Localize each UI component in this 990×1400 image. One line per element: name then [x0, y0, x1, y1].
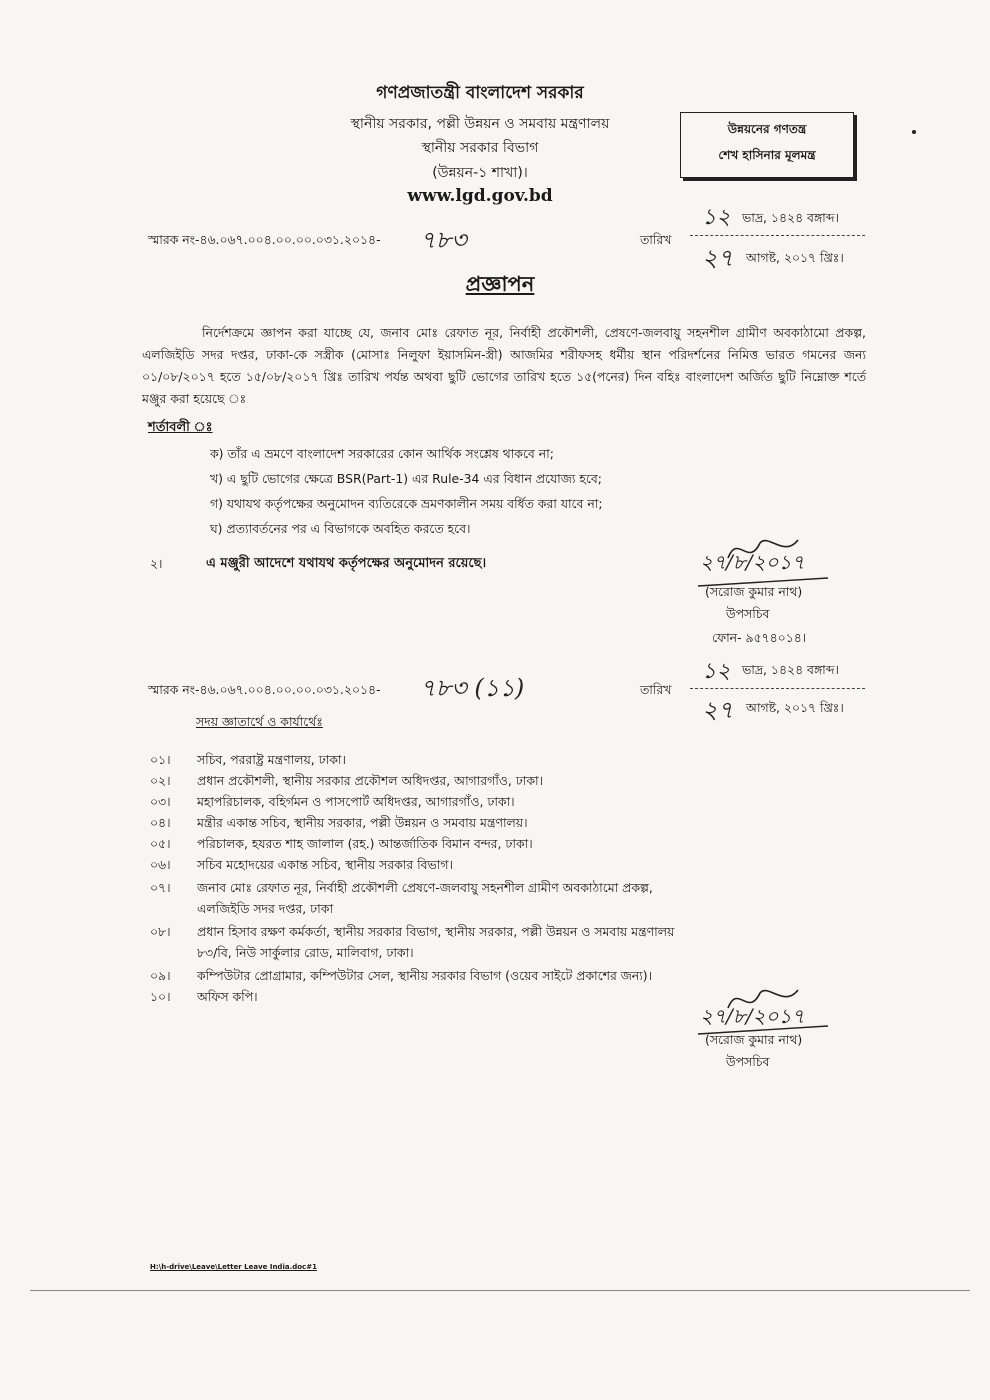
distribution-item: সচিব মহোদয়ের একান্ত সচিব, স্থানীয় সরকার বিভাগ।	[197, 857, 453, 872]
distribution-number: ০৯।	[150, 968, 171, 983]
english-date-1: আগষ্ট, ২০১৭ খ্রিঃ।	[746, 250, 844, 265]
distribution-number: ০১।	[150, 752, 171, 767]
website-url: www.lgd.gov.bd	[407, 186, 553, 206]
motto-box	[680, 112, 854, 178]
distribution-number: ০৮।	[150, 924, 171, 939]
signer-name-1: (সরোজ কুমার নাথ)	[705, 584, 803, 599]
division-name: স্থানীয় সরকার বিভাগ	[421, 140, 539, 156]
condition-item: খ) এ ছুটি ভোগের ক্ষেত্রে BSR(Part-1) এর Rule-34 এর বিধান প্রযোজ্য হবে;	[210, 471, 602, 486]
bangla-day-1: ১২	[702, 205, 731, 230]
branch-name: (উন্নয়ন-১ শাখা)।	[432, 165, 528, 181]
ministry-name: স্থানীয় সরকার, পল্লী উন্নয়ন ও সমবায় মন্ত্রণালয়	[350, 116, 610, 132]
motto-line-2: শেখ হাসিনার মূলমন্ত্র	[718, 148, 816, 162]
signer-phone-1: ফোন- ৯৫৭৪০১৪।	[712, 630, 807, 645]
bottom-divider	[30, 1290, 970, 1291]
distribution-item: পরিচালক, হযরত শাহ জালাল (রহ.) আন্তর্জাতিক বিমান বন্দর, ঢাকা।	[197, 836, 533, 851]
distribution-item: কম্পিউটার প্রোগ্রামার, কম্পিউটার সেল, স্থানীয় সরকার বিভাগ (ওয়েব সাইটে প্রকাশের জন্য)।	[197, 968, 653, 983]
distribution-heading: সদয় জ্ঞাতার্থে ও কার্যার্থেঃ	[196, 714, 323, 729]
distribution-number: ০৫।	[150, 836, 171, 851]
bangla-day-2: ১২	[702, 659, 731, 684]
condition-item: ক) তাঁর এ ভ্রমণে বাংলাদেশ সরকারের কোন আর্থিক সংশ্লেষ থাকবে না;	[210, 446, 554, 461]
distribution-number: ০৭।	[150, 880, 171, 895]
distribution-item: প্রধান প্রকৌশলী, স্থানীয় সরকার প্রকৌশল অধিদপ্তর, আগারগাঁও, ঢাকা।	[197, 773, 544, 788]
distribution-item: অফিস কপি।	[197, 989, 258, 1004]
distribution-item: সচিব, পররাষ্ট্র মন্ত্রণালয়, ঢাকা।	[197, 752, 346, 767]
signer-designation-1: উপসচিব	[726, 606, 770, 621]
point-2-text: এ মঞ্জুরী আদেশে যথাযথ কর্তৃপক্ষের অনুমোদন রয়েছে।	[206, 556, 487, 571]
signature-scribble-1: ২৭/৮/২০১৭	[700, 550, 805, 574]
distribution-item: মহাপরিচালক, বহির্গমন ও পাসপোর্ট অধিদপ্তর, আগারগাঁও, ঢাকা।	[197, 794, 515, 809]
memo-reference-1-handwritten: ৭৮৩	[420, 226, 467, 254]
distribution-number: ০৬।	[150, 857, 171, 872]
memo-reference-2-handwritten: ৭৮৩ (১১)	[420, 674, 525, 702]
point-2-number: ২।	[150, 556, 163, 571]
bangla-date-2: ভাদ্র, ১৪২৪ বঙ্গাব্দ।	[742, 662, 839, 677]
distribution-number: ০৩।	[150, 794, 171, 809]
condition-item: ঘ) প্রত্যাবর্তনের পর এ বিভাগকে অবহিত করতে হবে।	[210, 521, 471, 536]
condition-item: গ) যথাযথ কর্তৃপক্ষের অনুমোদন ব্যতিরেকে ভ্রমণকালীন সময় বর্ধিত করা যাবে না;	[210, 496, 603, 511]
distribution-item: জনাব মোঃ রেফাত নূর, নির্বাহী প্রকৌশলী প্রেষণে-জলবায়ু সহনশীল গ্রামীণ অবকাঠামো প্রকল্প,	[197, 880, 653, 895]
body-paragraph: নির্দেশক্রমে জ্ঞাপন করা যাচ্ছে যে, জনাব মোঃ রেফাত নূর, নির্বাহী প্রকৌশলী, প্রেষণে-জলবায়ু সহনশীল গ্রামীণ অবকাঠামো প্রকল্প, এলজিইডি সদর দপ্তর, ঢাকা-কে সস্ত্রীক (মোসাঃ নিলুফা ইয়াসমিন-স্ত্রী) আজমির শরীফসহ ধর্মীয় স্থান পরিদর্শনের নিমিত্ত ভারত গমনের জন্য ০১/০৮/২০১৭ হতে ১৫/০৮/২০১৭ খ্রিঃ তারিখ পর্যন্ত অথবা ছুটি ভোগের তারিখ হতে ১৫(পনের) দিন বহিঃ বাংলাদেশ অর্জিত ছুটি নিম্নোক্ত শর্তে মঞ্জুর করা হয়েছে ঃ	[142, 325, 866, 406]
distribution-number: ০৪।	[150, 815, 171, 830]
signer-designation-2: উপসচিব	[726, 1054, 770, 1069]
date-label-2: তারিখ	[640, 682, 672, 697]
memo-reference-2: স্মারক নং-৪৬.০৬৭.০০৪.০০.০০.০৩১.২০১৪-	[148, 682, 381, 697]
signature-scribble-2: ২৭/৮/২০১৭	[700, 1004, 805, 1028]
distribution-number: ০২।	[150, 773, 171, 788]
distribution-item-cont: ৮৩/বি, নিউ সার্কুলার রোড, মালিবাগ, ঢাকা।	[197, 945, 414, 960]
motto-line-1: উন্নয়নের গণতন্ত্র	[727, 122, 807, 136]
notice-title: প্রজ্ঞাপন	[465, 272, 535, 296]
bangla-date-1: ভাদ্র, ১৪২৪ বঙ্গাব্দ।	[742, 210, 839, 225]
memo-reference-1: স্মারক নং-৪৬.০৬৭.০০৪.০০.০০.০৩১.২০১৪-	[148, 232, 381, 247]
speck-mark	[912, 130, 916, 134]
distribution-item-cont: এলজিইডি সদর দপ্তর, ঢাকা	[197, 901, 334, 916]
english-day-2: ২৭	[702, 696, 734, 724]
government-title: গণপ্রজাতন্ত্রী বাংলাদেশ সরকার	[376, 83, 584, 103]
conditions-heading: শর্তাবলী ঃ	[148, 420, 213, 435]
date-label-1: তারিখ	[640, 232, 672, 247]
distribution-item: মন্ত্রীর একান্ত সচিব, স্থানীয় সরকার, পল্লী উন্নয়ন ও সমবায় মন্ত্রণালয়।	[197, 815, 528, 830]
english-date-2: আগষ্ট, ২০১৭ খ্রিঃ।	[746, 700, 844, 715]
english-day-1: ২৭	[702, 244, 734, 272]
date-divider-2	[690, 688, 865, 689]
distribution-number: ১০।	[150, 989, 171, 1004]
distribution-item: প্রধান হিসাব রক্ষণ কর্মকর্তা, স্থানীয় সরকার বিভাগ, স্থানীয় সরকার, পল্লী উন্নয়ন ও সমবায় মন্ত্রণালয়	[197, 924, 675, 939]
date-divider-1	[690, 235, 865, 236]
footer-file-path: H:\h-drive\Leave\Letter Leave India.doc#1	[150, 1263, 317, 1271]
signer-name-2: (সরোজ কুমার নাথ)	[705, 1032, 803, 1047]
